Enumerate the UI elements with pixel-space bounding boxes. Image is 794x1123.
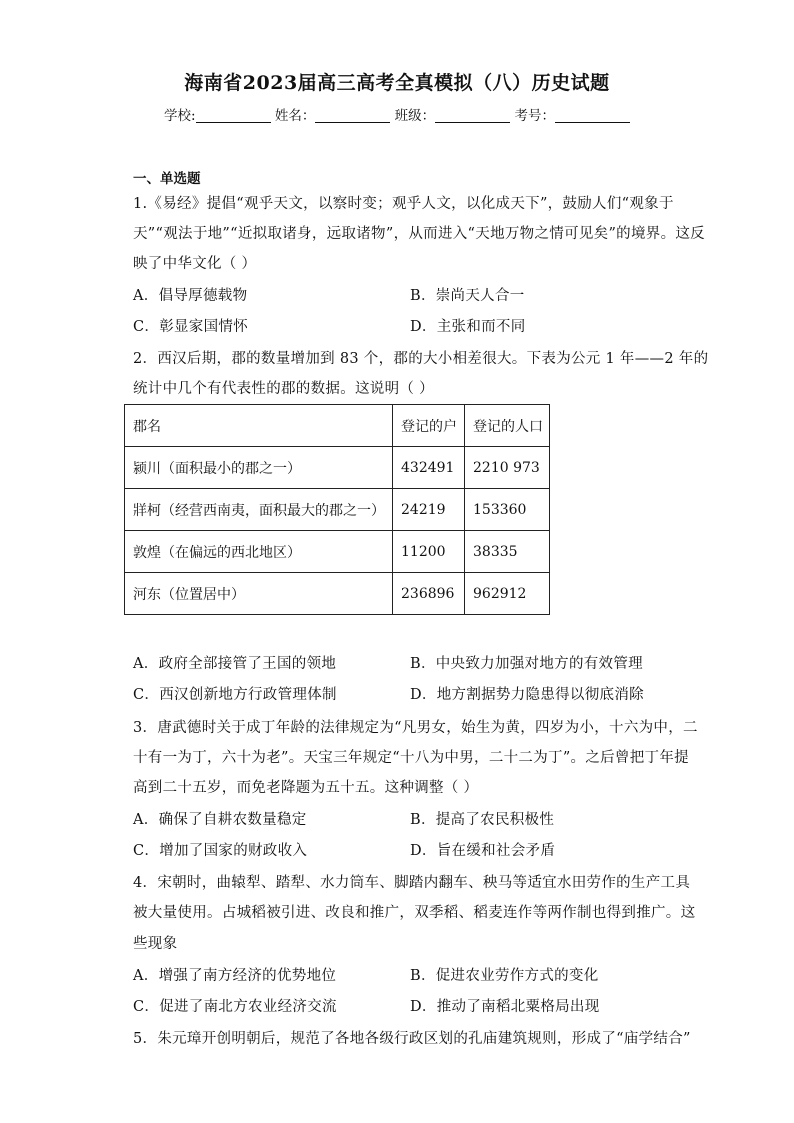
class-blank[interactable] bbox=[435, 108, 510, 123]
student-info-line bbox=[0, 104, 794, 124]
question-1-line-2: 天”“观法于地”“近拟取诸身，远取诸物”，从而进入“天地万物之情可见矣”的境界。这反 bbox=[133, 226, 705, 242]
table-header-cell: 登记的人口 bbox=[465, 405, 550, 447]
table-cell: 38335 bbox=[465, 531, 550, 573]
question-1-option-a[interactable]: A．倡导厚德载物 bbox=[133, 288, 248, 304]
table-cell: 2210 973 bbox=[465, 447, 550, 489]
question-4-option-c[interactable]: C．促进了南北方农业经济交流 bbox=[133, 999, 337, 1015]
question-2-line-2: 统计中几个有代表性的郡的数据。这说明（ ） bbox=[133, 381, 434, 397]
question-4-line-3: 些现象 bbox=[133, 936, 178, 952]
table-cell: 11200 bbox=[393, 531, 465, 573]
table-row bbox=[125, 573, 550, 615]
exam-number-label: 考号： bbox=[514, 108, 555, 124]
table-cell: 153360 bbox=[465, 489, 550, 531]
question-3-option-c[interactable]: C．增加了国家的财政收入 bbox=[133, 843, 308, 859]
table-cell: 24219 bbox=[393, 489, 465, 531]
class-label: 班级： bbox=[394, 108, 436, 124]
question-2-option-d[interactable]: D．地方割据势力隐患得以彻底消除 bbox=[410, 687, 644, 703]
table-cell: 河东（位置居中） bbox=[125, 573, 393, 615]
question-2-line-1: 2．西汉后期，郡的数量增加到 83 个，郡的大小相差很大。下表为公元 1 年——2 年的 bbox=[133, 351, 709, 367]
table-header-row bbox=[125, 405, 550, 447]
question-1-option-c[interactable]: C．彰显家国情怀 bbox=[133, 319, 248, 335]
question-4-line-2: 被大量使用。占城稻被引进、改良和推广，双季稻、稻麦连作等两作制也得到推广。这 bbox=[133, 905, 696, 921]
name-label: 姓名： bbox=[274, 108, 316, 124]
table-row bbox=[125, 447, 550, 489]
page-title: 海南省2023届高三高考全真模拟（八）历史试题 bbox=[184, 72, 610, 94]
table-header-cell: 登记的户 bbox=[393, 405, 465, 447]
question-3-line-2: 十有一为丁，六十为老”。天宝三年规定“十八为中男，二十二为丁”。之后曾把丁年提 bbox=[133, 750, 689, 766]
exam-number-blank[interactable] bbox=[555, 108, 630, 123]
question-1-line-3: 映了中华文化（ ） bbox=[133, 256, 257, 272]
table-cell: 敦煌（在偏远的西北地区） bbox=[125, 531, 393, 573]
question-3-option-d[interactable]: D．旨在缓和社会矛盾 bbox=[410, 843, 556, 859]
question-3-option-a[interactable]: A．确保了自耕农数量稳定 bbox=[133, 812, 307, 828]
question-5-line-1: 5．朱元璋开创明朝后，规范了各地各级行政区划的孔庙建筑规则，形成了“庙学结合” bbox=[133, 1031, 691, 1047]
school-blank[interactable] bbox=[196, 108, 271, 123]
question-4-option-a[interactable]: A．增强了南方经济的优势地位 bbox=[133, 968, 337, 984]
question-4-option-d[interactable]: D．推动了南稻北粟格局出现 bbox=[410, 999, 600, 1015]
table-cell: 432491 bbox=[393, 447, 465, 489]
question-1-option-d[interactable]: D．主张和而不同 bbox=[410, 319, 526, 335]
question-3-option-b[interactable]: B．提高了农民积极性 bbox=[410, 812, 555, 828]
section-title: 一、单选题 bbox=[133, 171, 201, 187]
table-header-cell: 郡名 bbox=[125, 405, 393, 447]
table-row bbox=[125, 531, 550, 573]
question-1-line-1: 1.《易经》提倡“观乎天文，以察时变；观乎人文，以化成天下”，鼓励人们“观象于 bbox=[133, 196, 674, 212]
table-row bbox=[125, 489, 550, 531]
name-blank[interactable] bbox=[315, 108, 390, 123]
question-4-line-1: 4．宋朝时，曲辕犁、踏犁、水力筒车、脚踏内翻车、秧马等适宜水田劳作的生产工具 bbox=[133, 875, 691, 891]
school-label: 学校: bbox=[164, 108, 196, 124]
question-3-line-3: 高到二十五岁，而免老降题为五十五。这种调整（ ） bbox=[133, 780, 479, 796]
question-4-option-b[interactable]: B．促进农业劳作方式的变化 bbox=[410, 968, 599, 984]
table-cell: 236896 bbox=[393, 573, 465, 615]
question-3-line-1: 3．唐武德时关于成丁年龄的法律规定为“凡男女，始生为黄，四岁为小，十六为中，二 bbox=[133, 720, 698, 736]
commandery-data-table bbox=[124, 404, 550, 615]
table-cell: 牂柯（经营西南夷，面积最大的郡之一） bbox=[125, 489, 393, 531]
question-2-option-a[interactable]: A．政府全部接管了王国的领地 bbox=[133, 656, 337, 672]
question-2-option-c[interactable]: C．西汉创新地方行政管理体制 bbox=[133, 687, 337, 703]
question-2-option-b[interactable]: B．中央致力加强对地方的有效管理 bbox=[410, 656, 643, 672]
question-1-option-b[interactable]: B．崇尚天人合一 bbox=[410, 288, 525, 304]
table-cell: 颍川（面积最小的郡之一） bbox=[125, 447, 393, 489]
table-cell: 962912 bbox=[465, 573, 550, 615]
